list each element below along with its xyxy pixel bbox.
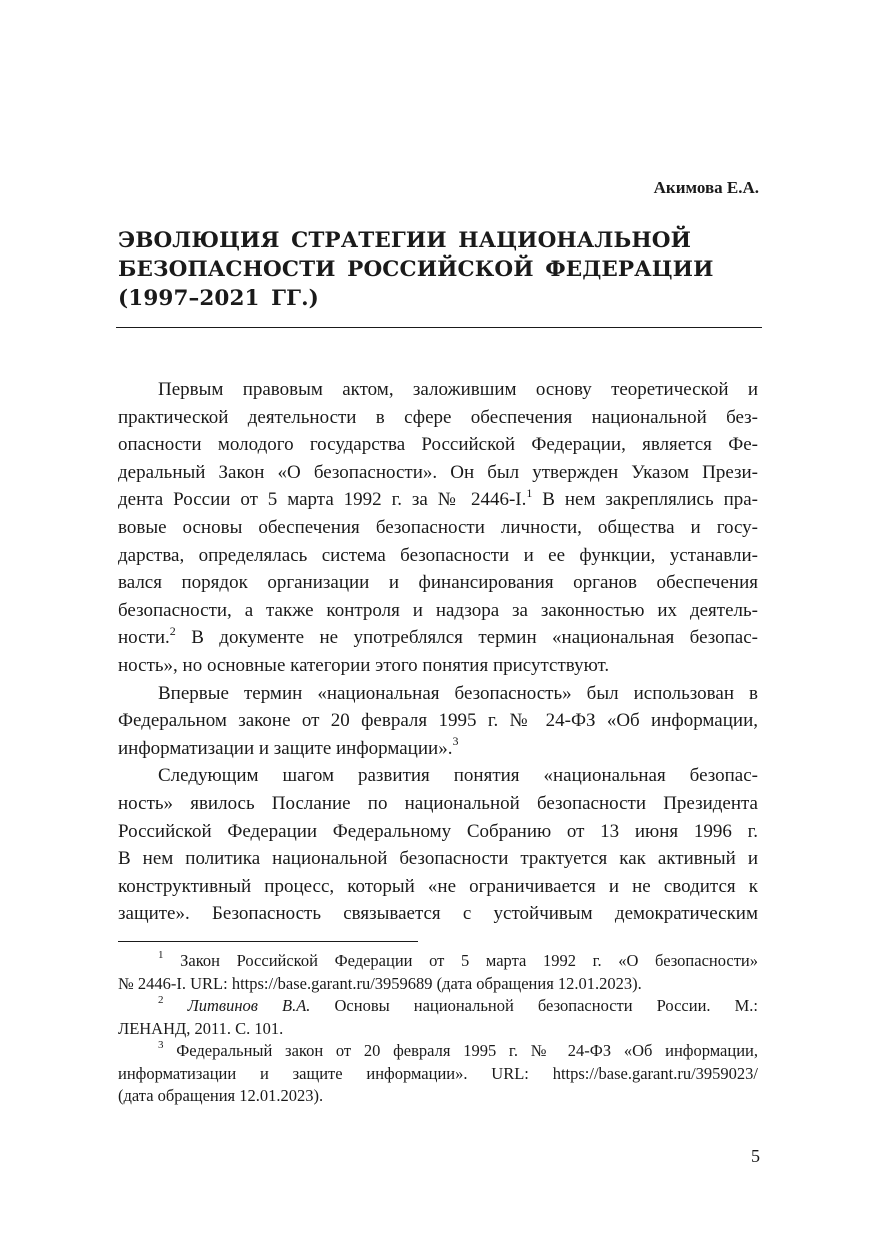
- text-line: ность» явилось Послание по национальной безопасности Президента: [118, 792, 758, 814]
- footnote-line: [118, 1040, 758, 1063]
- footnote-ref-1[interactable]: 1: [526, 486, 533, 501]
- footnote-text: Основы национальной безопасности России. М.:: [310, 996, 758, 1015]
- text-line: В нем политика национальной безопасности трактуется как активный и: [118, 848, 758, 870]
- footnote-ref-2[interactable]: 2: [169, 624, 176, 639]
- footnote-1: [118, 950, 758, 995]
- text-line: Российской Федерации Федеральному Собранию от 13 июня 1996 г.: [118, 820, 758, 842]
- footnote-line: № 2446-I. URL: https://base.garant.ru/3959689 (дата обращения 12.01.2023).: [118, 973, 642, 993]
- footnote-number: 1: [158, 948, 164, 961]
- text-line: [118, 486, 758, 514]
- text-line: вовые основы обеспечения безопасности личности, общества и госу-: [118, 516, 758, 538]
- page-number: 5: [751, 1146, 760, 1166]
- text-line: конструктивный процесс, который «не ограничивается и не сводится к: [118, 875, 758, 897]
- text-line: вался порядок организации и финансирования органов обеспечения: [118, 572, 758, 594]
- title-divider: [116, 327, 762, 328]
- footnote-line: информатизации и защите информации». URL: https://base.garant.ru/3959023/: [118, 1063, 758, 1083]
- text-line: безопасности, а также контроля и надзора за законностью их деятель-: [118, 599, 758, 621]
- footnote-line: [118, 950, 758, 973]
- author-name: Акимова Е.А.: [653, 178, 759, 197]
- footnote-number: 2: [158, 993, 164, 1006]
- text-segment: ности.: [118, 627, 170, 649]
- paragraph: [118, 680, 758, 763]
- title-line: ЭВОЛЮЦИЯ СТРАТЕГИИ НАЦИОНАЛЬНОЙ: [118, 228, 692, 253]
- text-segment: информатизации и защите информации».: [118, 737, 453, 759]
- text-line: практической деятельности в сфере обеспечения национальной без-: [118, 406, 758, 428]
- title-line: БЕЗОПАСНОСТИ РОССИЙСКОЙ ФЕДЕРАЦИИ: [118, 257, 714, 282]
- footnote-line: (дата обращения 12.01.2023).: [118, 1086, 324, 1105]
- text-line: опасности молодого государства Российской Федерации, является Фе-: [118, 434, 758, 456]
- footnotes: [118, 950, 758, 1108]
- text-segment: В документе не употреблялся термин «национальная безопас-: [175, 627, 758, 649]
- text-line: [118, 624, 758, 652]
- text-segment: В нем закреплялись пра-: [532, 489, 758, 511]
- text-line: Впервые термин «национальная безопасность» был использован в: [158, 682, 758, 704]
- article-body: [118, 376, 758, 928]
- title-line: (1997–2021 ГГ.): [118, 286, 319, 311]
- footnote-author: Литвинов В.А.: [187, 996, 311, 1015]
- text-line: ность», но основные категории этого понятия присутствуют.: [118, 654, 610, 676]
- footnote-3: [118, 1040, 758, 1108]
- text-line: Следующим шагом развития понятия «национальная безопас-: [158, 765, 758, 787]
- footnote-2: [118, 995, 758, 1040]
- footnote-divider: [118, 941, 418, 942]
- text-line: дарства, определялась система безопасности и ее функции, устанавли-: [118, 544, 758, 566]
- article-title: [118, 226, 763, 313]
- paragraph: [118, 376, 758, 680]
- footnote-number: 3: [158, 1038, 164, 1051]
- footnote-line: ЛЕНАНД, 2011. С. 101.: [118, 1018, 284, 1038]
- text-line: [118, 735, 758, 763]
- footnote-text: Закон Российской Федерации от 5 марта 1992 г. «О безопасности»: [163, 951, 758, 970]
- paragraph: [118, 762, 758, 928]
- footnote-ref-3[interactable]: 3: [452, 734, 459, 749]
- text-line: деральный Закон «О безопасности». Он был утвержден Указом Прези-: [118, 461, 758, 483]
- text-line: Федеральном законе от 20 февраля 1995 г. № 24-ФЗ «Об информации,: [118, 710, 758, 732]
- text-line: Первым правовым актом, заложившим основу теоретической и: [158, 379, 758, 400]
- text-segment: дента России от 5 марта 1992 г. за № 2446-I.: [118, 489, 527, 511]
- text-line: защите». Безопасность связывается с устойчивым демократическим: [118, 903, 758, 925]
- footnote-line: [118, 995, 758, 1018]
- footnote-text: Федеральный закон от 20 февраля 1995 г. № 24-ФЗ «Об информации,: [163, 1041, 758, 1060]
